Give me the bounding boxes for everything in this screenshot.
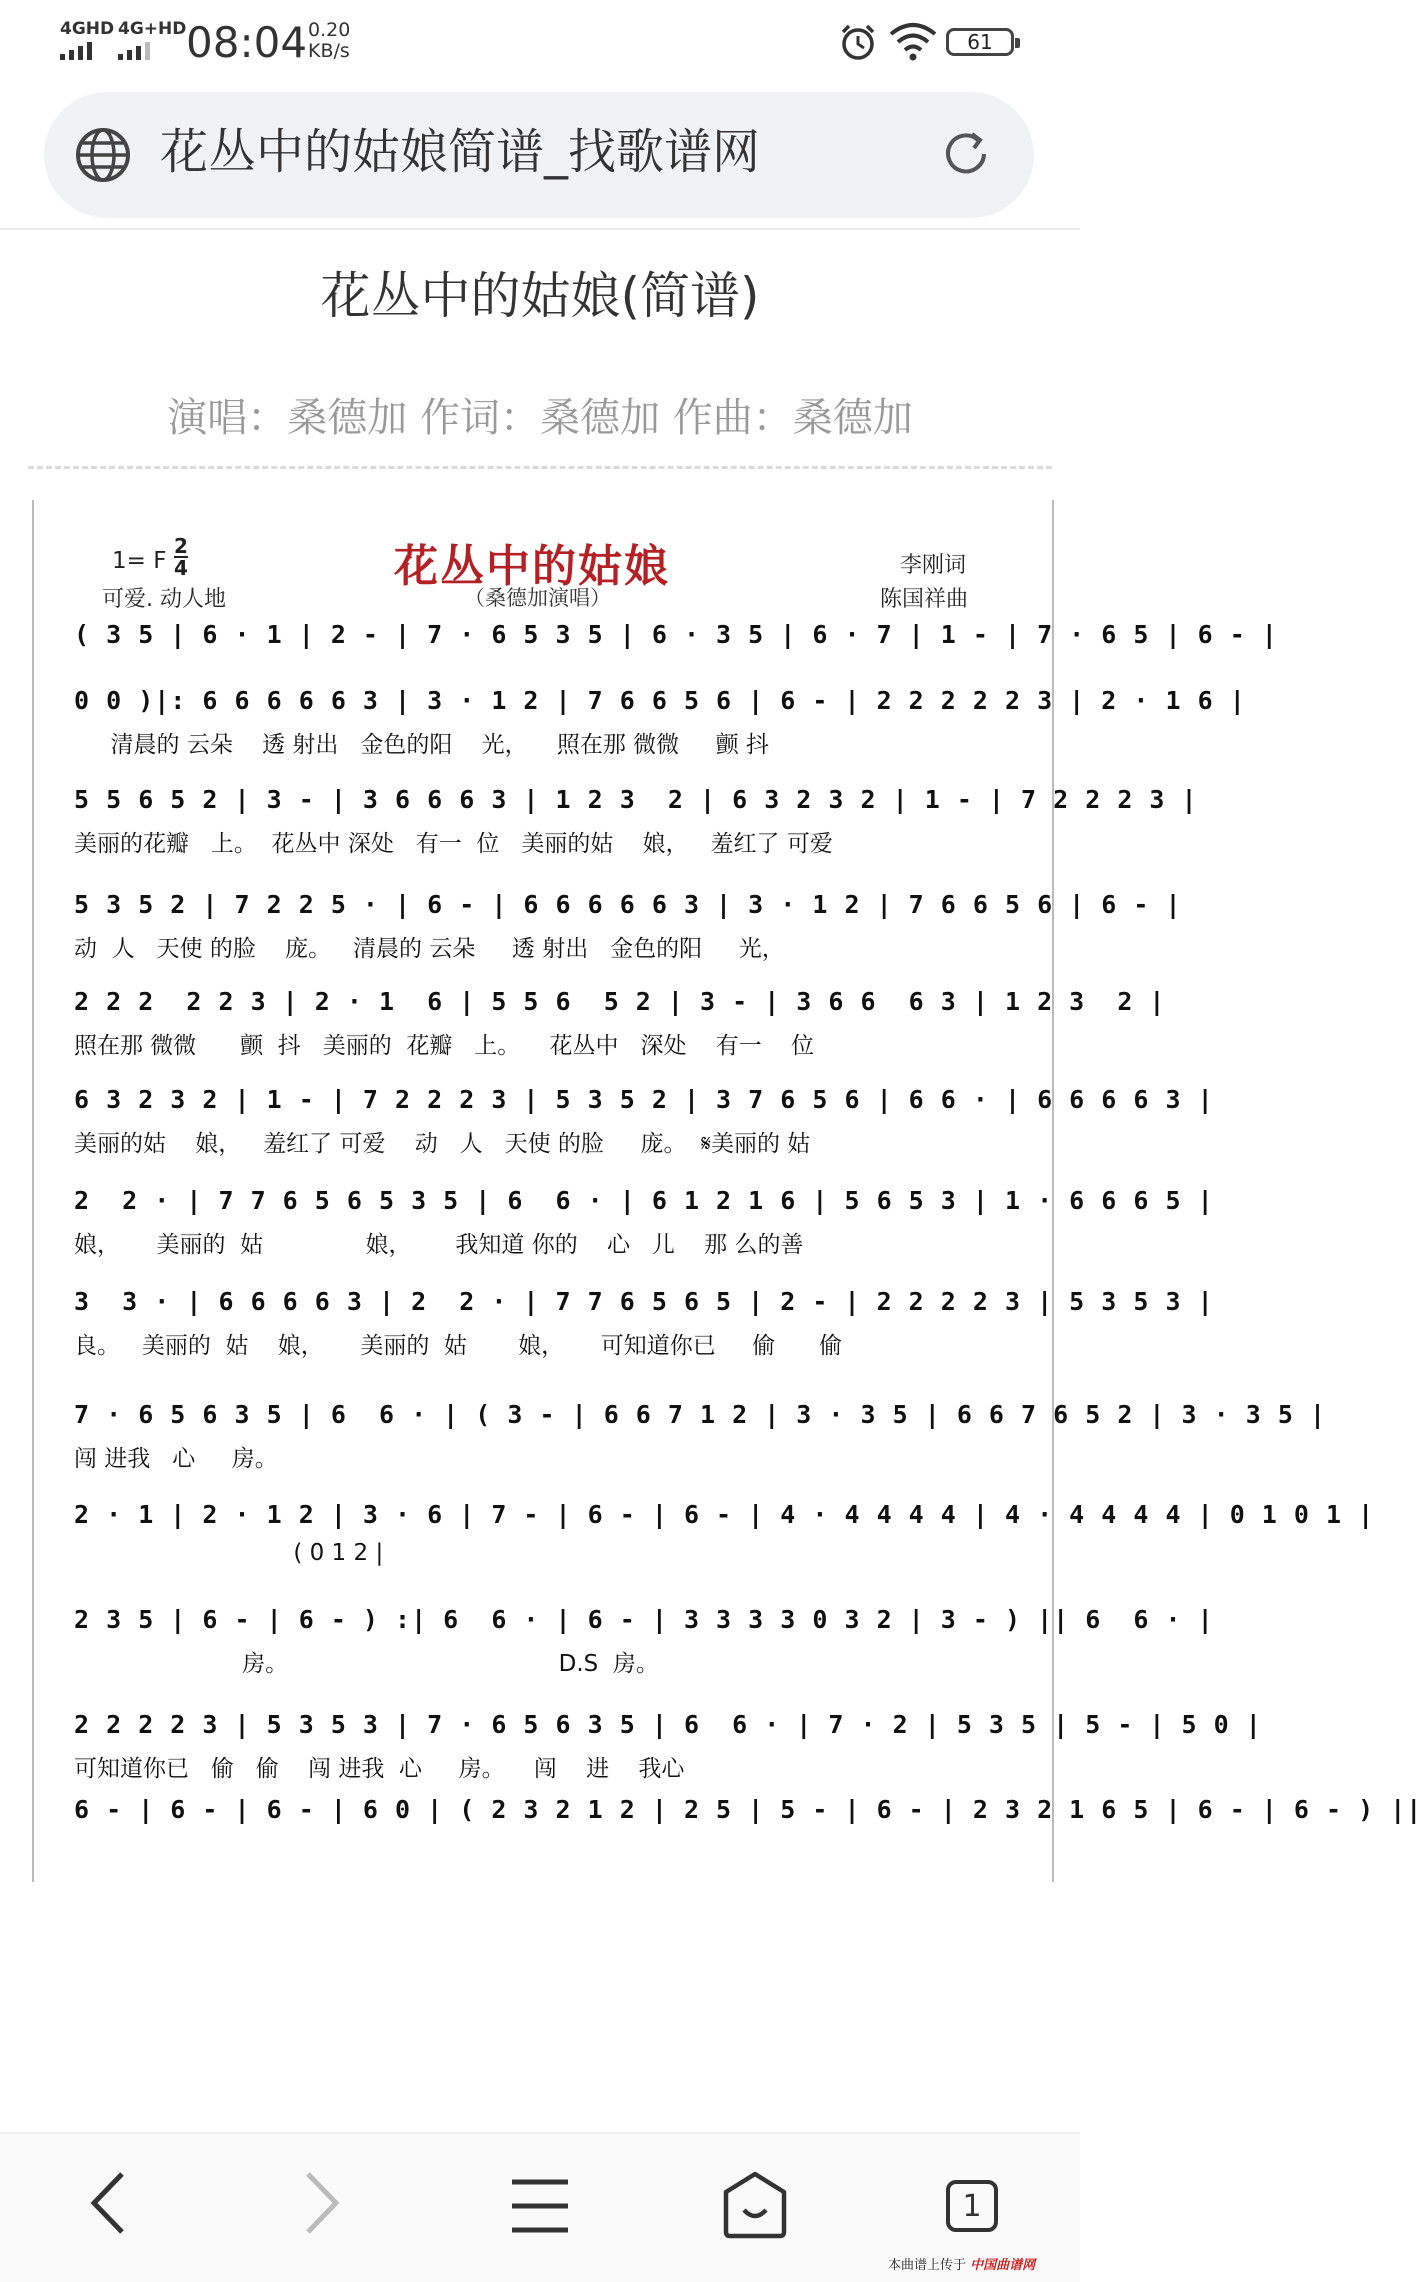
score-lyrics-row: ( 0 1 2 | [74, 1540, 384, 1566]
signal-bars-icon [118, 42, 186, 60]
status-bar [0, 0, 1080, 84]
score-lyrics-row: 房。 D.S 房。 [74, 1651, 659, 1677]
score-lyrics-row: 闯 进我 心 房。 [74, 1446, 278, 1472]
signal-indicator-2 [118, 20, 186, 60]
score-notes-row: ( 3 5 | 6 · 1 | 2 - | 7 · 6 5 3 5 | 6 · 3 5 | 6 · 7 | 1 - | 7 · 6 5 | 6 - | [74, 620, 1278, 649]
page-title: 花丛中的姑娘(简谱) [320, 267, 760, 325]
time-top: 2 [174, 534, 188, 558]
score-notes-row: 6 - | 6 - | 6 - | 6 0 | ( 2 3 2 1 2 | 2 5 | 5 - | 6 - | 2 3 2 1 6 5 | 6 - | 6 - ) || [74, 1795, 1422, 1824]
score-notes-row: 3 3 · | 6 6 6 6 3 | 2 2 · | 7 7 6 5 6 5 | 2 - | 2 2 2 2 3 | 5 3 5 3 | [74, 1287, 1214, 1316]
reload-icon[interactable] [936, 124, 996, 184]
score-notes-row: 7 · 6 5 6 3 5 | 6 6 · | ( 3 - | 6 6 7 1 2 | 3 · 3 5 | 6 6 7 6 5 2 | 3 · 3 5 | [74, 1400, 1326, 1429]
score-key: 1= F [112, 548, 167, 574]
signal-label-2: 4G+HD [118, 19, 187, 39]
signal-bars-icon [60, 42, 114, 60]
score-notes-row: 0 0 )|: 6 6 6 6 6 3 | 3 · 1 2 | 7 6 6 5 6 | 6 - | 2 2 2 2 2 3 | 2 · 1 6 | [74, 686, 1246, 715]
header-divider [0, 228, 1080, 230]
score-time-signature [174, 536, 188, 578]
menu-icon[interactable] [510, 2178, 570, 2234]
upload-note [888, 2254, 1035, 2273]
tabs-button[interactable]: 1 [946, 2180, 998, 2232]
song-credits: 演唱：桑德加 作词：桑德加 作曲：桑德加 [167, 395, 913, 441]
score-lyrics-row: 美丽的姑 娘， 羞红了 可爱 动 人 天使 的脸 庞。 𝄋美丽的 姑 [74, 1131, 811, 1157]
score-notes-row: 6 3 2 3 2 | 1 - | 7 2 2 2 3 | 5 3 5 2 | 3 7 6 5 6 | 6 6 · | 6 6 6 6 3 | [74, 1085, 1214, 1114]
signal-indicator-1 [60, 20, 114, 60]
score-notes-row: 2 2 · | 7 7 6 5 6 5 3 5 | 6 6 · | 6 1 2 1 6 | 5 6 5 3 | 1 · 6 6 6 5 | [74, 1186, 1214, 1215]
score-notes-row: 5 3 5 2 | 7 2 2 5 · | 6 - | 6 6 6 6 6 3 | 3 · 1 2 | 7 6 6 5 6 | 6 - | [74, 890, 1182, 919]
net-speed-unit: KB/s [308, 40, 350, 62]
score-notes-row: 5 5 6 5 2 | 3 - | 3 6 6 6 3 | 1 2 3 2 | 6 3 2 3 2 | 1 - | 7 2 2 2 3 | [74, 785, 1198, 814]
score-title: 花丛中的姑娘 [394, 541, 670, 592]
address-bar[interactable] [44, 92, 1034, 218]
wifi-icon [888, 20, 938, 62]
score-lyrics-row: 良。 美丽的 姑 娘， 美丽的 姑 娘， 可知道你已 偷 偷 [74, 1333, 843, 1359]
score-subtitle: （桑德加演唱） [464, 586, 611, 610]
alarm-icon [838, 22, 878, 62]
score-lyrics-row: 美丽的花瓣 上。 花丛中 深处 有一 位 美丽的姑 娘， 羞红了 可爱 [74, 831, 833, 857]
home-icon[interactable] [722, 2170, 788, 2240]
score-notes-row: 2 3 5 | 6 - | 6 - ) :| 6 6 · | 6 - | 3 3 3 3 0 3 2 | 3 - ) || 6 6 · | [74, 1605, 1214, 1634]
score-notes-row: 2 2 2 2 2 3 | 2 · 1 6 | 5 5 6 5 2 | 3 - | 3 6 6 6 3 | 1 2 3 2 | [74, 987, 1166, 1016]
net-speed [308, 20, 350, 62]
time-bottom: 4 [174, 556, 188, 580]
score-lyrics-row: 动 人 天使 的脸 庞。 清晨的 云朵 透 射出 金色的阳 光， [74, 936, 785, 962]
status-time: 08:04 [186, 18, 308, 67]
score-lyrics-row: 清晨的 云朵 透 射出 金色的阳 光， 照在那 微微 颤 抖 [74, 732, 770, 758]
score-lyricist: 李刚词 [900, 553, 967, 578]
battery-indicator: 61 [946, 28, 1014, 56]
upload-prefix: 本曲谱上传于 [888, 2258, 967, 2273]
globe-icon [74, 126, 132, 184]
score-lyrics-row: 照在那 微微 颤 抖 美丽的 花瓣 上。 花丛中 深处 有一 位 [74, 1033, 814, 1059]
score-lyrics-row: 可知道你已 偷 偷 闯 进我 心 房。 闯 进 我心 [74, 1756, 685, 1782]
score-composer: 陈国祥曲 [880, 587, 969, 612]
dashed-divider [28, 466, 1052, 469]
score-notes-row: 2 2 2 2 3 | 5 3 5 3 | 7 · 6 5 6 3 5 | 6 6 · | 7 · 2 | 5 3 5 | 5 - | 5 0 | [74, 1710, 1262, 1739]
sheet-music-image [32, 500, 1422, 1882]
score-tempo: 可爱. 动人地 [102, 587, 226, 612]
back-icon[interactable] [86, 2168, 130, 2238]
page-url-title[interactable]: 花丛中的姑娘简谱_找歌谱网 [160, 124, 761, 180]
signal-label-1: 4GHD [60, 19, 115, 39]
score-lyrics-row: 娘， 美丽的 姑 娘， 我知道 你的 心 儿 那 么的善 [74, 1232, 804, 1258]
forward-icon[interactable] [300, 2168, 344, 2238]
net-speed-value: 0.20 [308, 19, 351, 41]
score-notes-row: 2 · 1 | 2 · 1 2 | 3 · 6 | 7 - | 6 - | 6 - | 4 · 4 4 4 4 | 4 · 4 4 4 4 | 0 1 0 1 | [74, 1500, 1375, 1529]
upload-site: 中国曲谱网 [970, 2258, 1036, 2273]
